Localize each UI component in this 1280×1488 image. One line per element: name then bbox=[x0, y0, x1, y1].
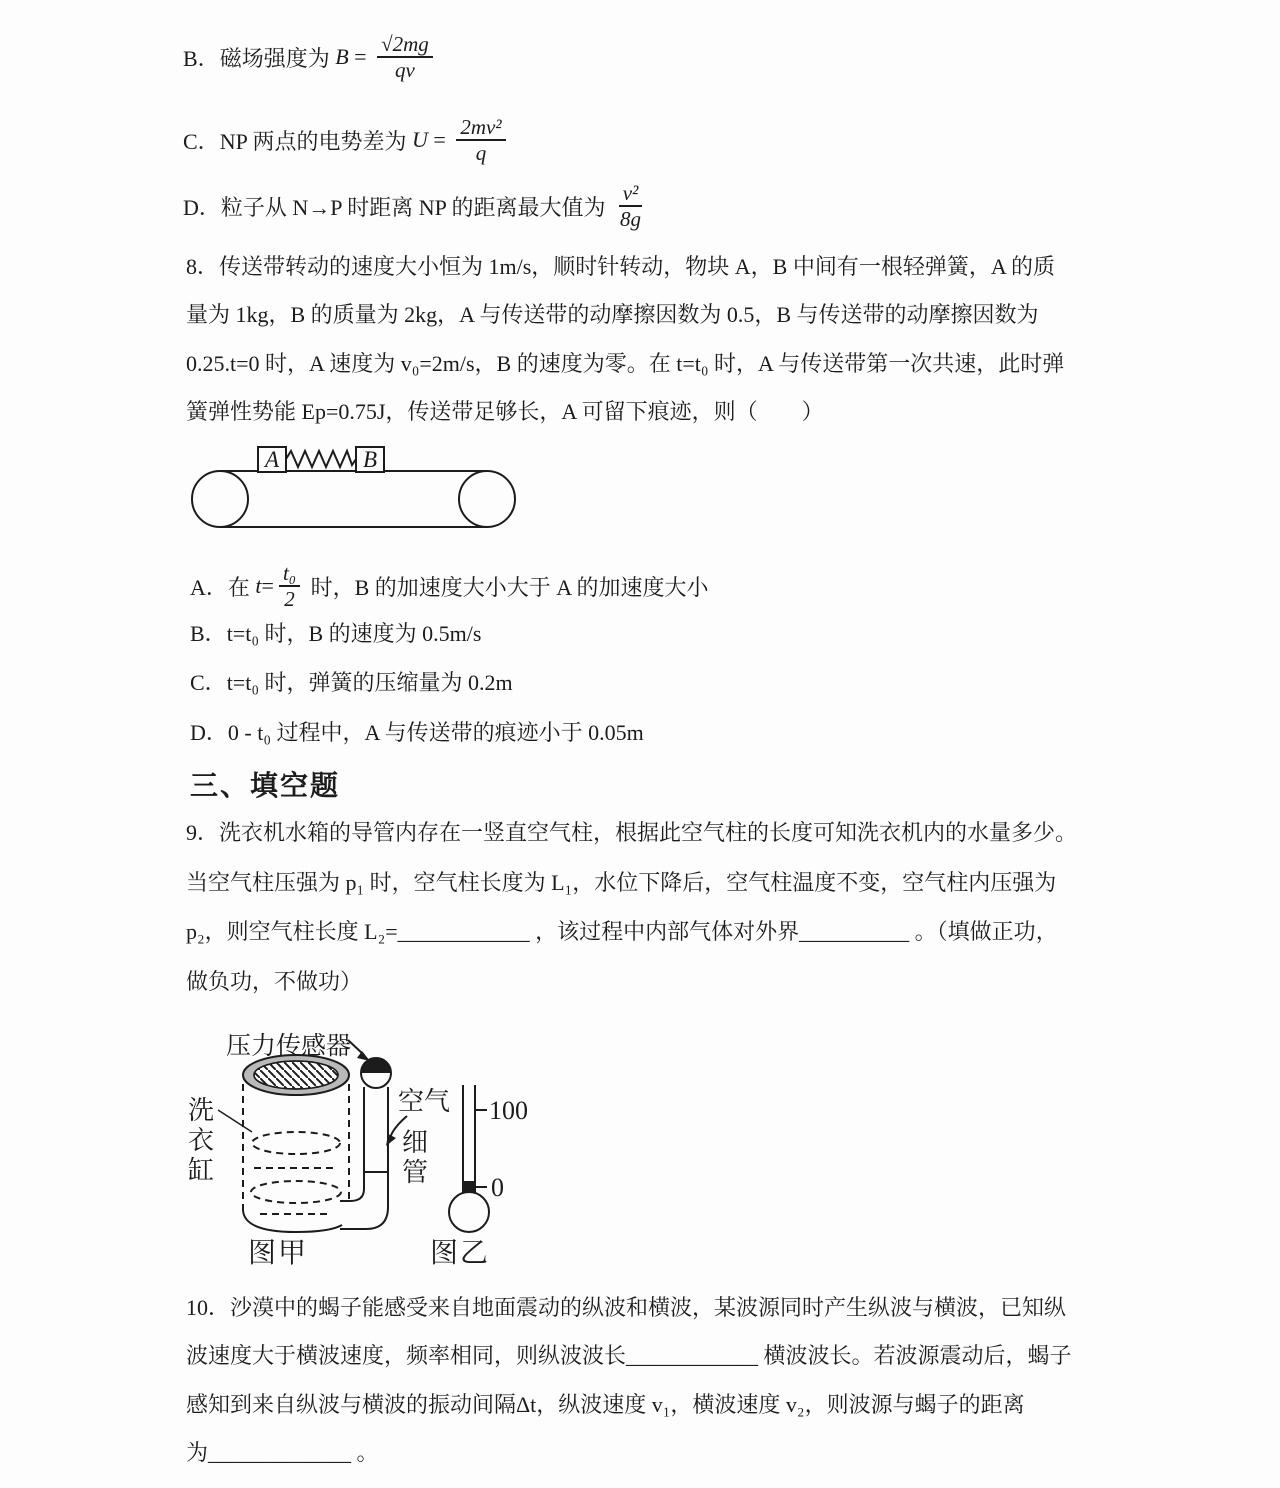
fraction-numerator: t₀ bbox=[279, 561, 300, 587]
fraction-numerator: 2mv² bbox=[456, 115, 505, 141]
question8-option-c bbox=[190, 666, 513, 696]
option-c-fraction bbox=[456, 115, 505, 165]
option-c-text: t=t₀ 时，弹簧的压缩量为 0.2m bbox=[226, 669, 513, 695]
question9-line-3: p₂，则空气柱长度 L₂=____________ ，该过程中内部气体对外界__________ 。（填做正功， bbox=[186, 919, 1058, 945]
air-tube-inner bbox=[340, 1087, 364, 1201]
sensor-arrow-head bbox=[357, 1051, 370, 1061]
question8-option-d bbox=[190, 716, 644, 746]
question8-text bbox=[186, 241, 1064, 435]
option-b-text: 磁场强度为 bbox=[219, 45, 336, 71]
washer-label-char3: 缸 bbox=[188, 1156, 215, 1185]
fraction-denominator: 8g bbox=[620, 207, 642, 231]
right-pulley bbox=[459, 471, 515, 527]
option-b-variable: B bbox=[335, 44, 349, 69]
question8-line-1: 8．传送带转动的速度大小恒为 1m/s，顺时针转动，物块 A，B 中间有一根轻弹簧，A 的质 bbox=[186, 253, 1056, 279]
pressure-sensor-label: 压力传感器 bbox=[226, 1033, 352, 1060]
option-a-label: A． bbox=[190, 574, 228, 600]
fraction-numerator: v² bbox=[619, 181, 643, 207]
question8-option-a bbox=[190, 553, 708, 619]
water-surface-lower bbox=[251, 1181, 341, 1203]
option-c-equals: = bbox=[427, 127, 452, 152]
fraction-denominator: 2 bbox=[284, 587, 295, 611]
option-a-pre: 在 bbox=[227, 574, 256, 600]
option-d-label: D． bbox=[183, 194, 221, 220]
option-a-variable: t bbox=[255, 573, 262, 598]
option-b-label: B． bbox=[190, 620, 227, 646]
figure-b-label: 图乙 bbox=[430, 1238, 491, 1269]
washer-pointer-line bbox=[218, 1110, 252, 1132]
option-b-equals: = bbox=[348, 44, 373, 69]
option-b-text: t=t₀ 时，B 的速度为 0.5m/s bbox=[226, 620, 482, 646]
option-c-label: C． bbox=[190, 669, 227, 695]
option-b-fraction bbox=[377, 32, 433, 82]
option-a-post: 时，B 的加速度大小大于 A 的加速度大小 bbox=[305, 574, 709, 600]
figure-a-label: 图甲 bbox=[248, 1238, 309, 1269]
question9-line-1: 9．洗衣机水箱的导管内存在一竖直空气柱，根据此空气柱的长度可知洗衣机内的水量多少。 bbox=[186, 820, 1078, 846]
question10-line-3: 感知到来自纵波与横波的振动间隔Δt，纵波速度 v₁，横波速度 v₂，则波源与蝎子的距离 bbox=[186, 1391, 1025, 1417]
option-c-variable: U bbox=[412, 127, 428, 152]
option-a-fraction bbox=[279, 561, 300, 611]
section-title: 三、填空题 bbox=[190, 771, 341, 802]
question10-line-4: 为_____________ 。 bbox=[186, 1440, 379, 1466]
question8-line-4: 簧弹性势能 Ep=0.75J，传送带足够长，A 可留下痕迹，则（ ） bbox=[186, 399, 824, 425]
washer-label-char1: 洗 bbox=[188, 1096, 215, 1125]
option-b-label: B． bbox=[183, 45, 220, 71]
question9-line-4: 做负功，不做功） bbox=[186, 968, 363, 994]
option-c-text: NP 两点的电势差为 bbox=[219, 128, 412, 154]
tube-label-char2: 管 bbox=[402, 1158, 429, 1187]
washing-machine-diagram bbox=[180, 1022, 530, 1274]
question9-line-2: 当空气柱压强为 p₁ 时，空气柱长度为 L₁，水位下降后，空气柱温度不变，空气柱内压强为 bbox=[186, 869, 1057, 895]
question7-option-b bbox=[183, 20, 438, 94]
question7-option-d bbox=[183, 172, 650, 240]
option-d-label: D． bbox=[190, 719, 228, 745]
question9-text bbox=[186, 807, 1077, 1005]
gauge-bulb bbox=[449, 1192, 489, 1232]
left-pulley bbox=[192, 471, 248, 527]
washer-label-char2: 衣 bbox=[188, 1126, 215, 1155]
pressure-sensor-cap bbox=[361, 1058, 391, 1073]
question8-option-b bbox=[190, 617, 481, 647]
block-b-label: B bbox=[362, 447, 378, 472]
question8-line-3: 0.25.t=0 时，A 速度为 v₀=2m/s，B 的速度为零。在 t=t₀ 时，A 与传送带第一次共速，此时弹 bbox=[186, 350, 1065, 376]
fraction-denominator: q bbox=[475, 141, 487, 165]
spring bbox=[286, 451, 356, 467]
question7-option-c bbox=[183, 104, 511, 176]
fraction-numerator: √2mg bbox=[377, 32, 433, 58]
option-d-fraction bbox=[616, 181, 645, 231]
water-surface-upper bbox=[252, 1132, 340, 1154]
option-a-equals: = bbox=[261, 573, 274, 598]
conveyor-belt-diagram bbox=[190, 442, 530, 554]
gauge-scale-max: 100 bbox=[489, 1096, 528, 1125]
option-d-text: 粒子从 N→P 时距离 NP 的距离最大值为 bbox=[220, 194, 612, 220]
gauge-scale-min: 0 bbox=[491, 1173, 504, 1202]
option-d-text: 0 - t₀ 过程中，A 与传送带的痕迹小于 0.05m bbox=[227, 719, 644, 745]
question10-line-2: 波速度大于横波速度，频率相同，则纵波波长____________ 横波波长。若波源震动后，蝎子 bbox=[186, 1343, 1072, 1369]
question8-line-2: 量为 1kg，B 的质量为 2kg，A 与传送带的动摩擦因数为 0.5，B 与传送带的动摩擦因数为 bbox=[186, 302, 1039, 328]
fraction-denominator: qv bbox=[395, 58, 415, 82]
drum-bottom bbox=[243, 1210, 342, 1232]
question10-text bbox=[186, 1282, 1072, 1476]
question10-line-1: 10．沙漠中的蝎子能感受来自地面震动的纵波和横波，某波源同时产生纵波与横波，已知纵 bbox=[186, 1294, 1067, 1320]
block-a-label: A bbox=[264, 447, 280, 472]
drum-opening-hatch bbox=[254, 1061, 338, 1089]
option-c-label: C． bbox=[183, 128, 220, 154]
tube-label-char1: 细 bbox=[402, 1128, 429, 1157]
air-label: 空气 bbox=[398, 1087, 451, 1116]
